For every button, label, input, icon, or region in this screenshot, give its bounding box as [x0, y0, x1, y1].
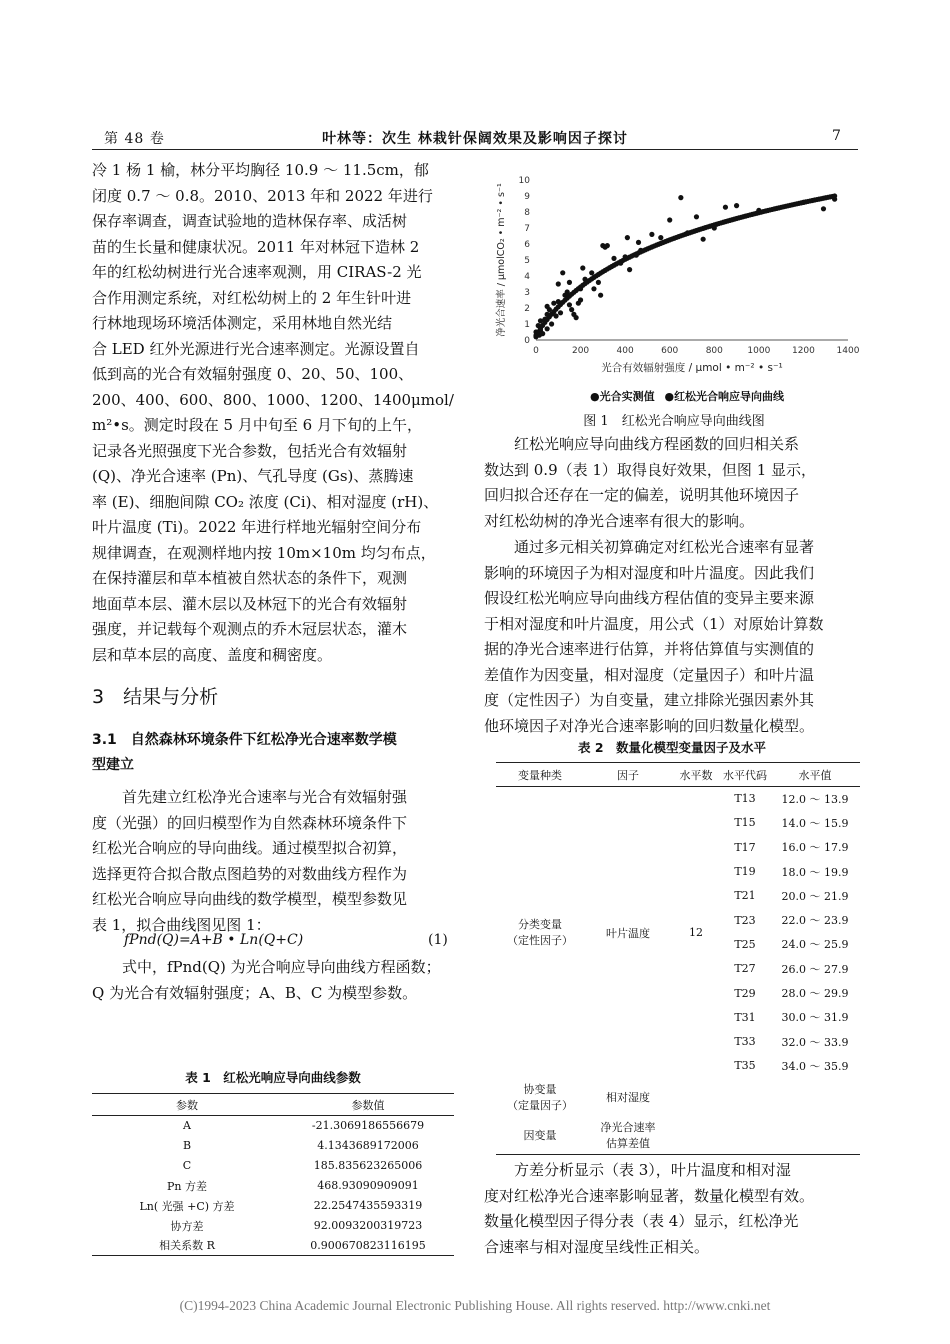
- data-point: [658, 235, 663, 240]
- y-tick-label: 8: [524, 208, 530, 218]
- data-point: [547, 307, 552, 312]
- journal-volume: 第 48 卷: [104, 131, 165, 147]
- data-point: [569, 307, 574, 312]
- data-point: [649, 232, 654, 237]
- x-tick-label: 1400: [836, 346, 860, 356]
- table2-factor-dependent: 净光合速率 估算差值: [600, 1120, 656, 1150]
- data-point: [701, 237, 706, 242]
- table-row: T31 30.0 ～ 31.9: [734, 1010, 849, 1025]
- table2-factor-humidity: 相对湿度: [606, 1091, 650, 1105]
- equation-explanation: 式中，fPnd(Q) 为光合响应导向曲线方程函数； Q 为光合有效辐射强度；A、B、C 为模型参数。: [92, 958, 441, 1002]
- x-tick-label: 200: [571, 346, 590, 356]
- y-tick-label: 9: [524, 192, 530, 202]
- table-row: Ln( 光强 +C) 方差 22.2547435593319: [139, 1199, 423, 1213]
- data-point: [551, 301, 556, 306]
- data-point: [589, 270, 594, 275]
- section-title: 3 结果与分析: [92, 686, 219, 708]
- chart-legend: [590, 388, 784, 404]
- data-point: [591, 286, 596, 291]
- table-row: 协方差 92.0093200319723: [170, 1219, 423, 1233]
- figure1-chart: [484, 168, 864, 408]
- table2-header-value: 水平值: [798, 768, 832, 782]
- data-point: [611, 256, 616, 261]
- legend-measured: 光合实测值: [599, 390, 655, 403]
- table2-type-categorical: 分类变量 （定性因子）: [507, 917, 573, 947]
- subsection-title: 3.1 自然森林环境条件下红松净光合速率数学模 型建立: [92, 732, 397, 773]
- table-row: T23 22.0 ～ 23.9: [734, 913, 849, 928]
- data-point: [723, 205, 728, 210]
- table-row: 相关系数 R 0.900670823116195: [92, 1236, 454, 1256]
- header-rule: [92, 149, 858, 150]
- data-point: [578, 297, 583, 302]
- x-tick-label: 1000: [747, 346, 771, 356]
- table-row: T19 18.0 ～ 19.9: [734, 865, 849, 879]
- table-row: T35 34.0 ～ 35.9: [734, 1059, 849, 1073]
- data-point: [574, 315, 579, 320]
- figure1-caption: 图 1 红松光合响应导向曲线图: [583, 414, 765, 429]
- data-point: [558, 310, 563, 315]
- y-tick-label: 5: [524, 256, 530, 266]
- data-point: [549, 321, 554, 326]
- table2-header-code: 水平代码: [723, 768, 767, 782]
- y-tick-label: 10: [518, 176, 530, 186]
- data-point: [678, 195, 683, 200]
- page-number: 7: [832, 128, 842, 144]
- table2-type-covariate: 协变量 （定量因子）: [507, 1083, 573, 1113]
- model-paragraph: 首先建立红松净光合速率与光合有效辐射强 度（光强）的回归模型作为自然森林环境条件下 红松光合响应的导向曲线。通过模型拟合初算， 选择更符合拟合散点图趋势的对数曲线方程作为 红松光合响应导向曲线的数学模型，模型参数见 表 1，拟合曲线图见图 1：: [92, 788, 408, 934]
- data-point: [560, 270, 565, 275]
- table-row: B 4.1343689172006: [182, 1139, 419, 1152]
- x-tick-label: 600: [661, 346, 679, 356]
- table2-header-factor: 因子: [617, 768, 639, 782]
- y-tick-label: 4: [524, 272, 530, 282]
- data-point: [540, 331, 545, 336]
- data-point: [556, 281, 561, 286]
- legend-dot-curve: ●: [664, 390, 675, 403]
- data-point: [545, 326, 550, 331]
- legend-curve: 红松光合响应导向曲线: [674, 390, 785, 403]
- data-point: [667, 217, 672, 222]
- table-row: [496, 1078, 860, 1118]
- table-row: 分类变量 （定性因子） 叶片温度 12 T13 12.0 ～ 13.9: [496, 787, 860, 811]
- table-row: T27 26.0 ～ 27.9: [734, 962, 849, 976]
- table-row: T15 14.0 ～ 15.9: [734, 816, 849, 830]
- data-point: [694, 214, 699, 219]
- equation-1: fPnd(Q)=A+B • Ln(Q+C): [124, 932, 304, 948]
- data-point: [567, 302, 572, 307]
- table2-header-type: 变量种类: [518, 768, 562, 782]
- fitted-curve-point: [832, 193, 837, 198]
- x-tick-label: 400: [616, 346, 634, 356]
- legend-dot-measured: ●: [590, 390, 600, 403]
- table2: [496, 762, 860, 1155]
- y-tick-label: 6: [524, 240, 530, 250]
- table2-type-dependent: 因变量: [523, 1128, 557, 1142]
- data-point: [538, 318, 543, 323]
- data-point: [627, 267, 632, 272]
- table2-factor-leaf-temp: 叶片温度: [606, 926, 650, 940]
- data-point: [605, 243, 610, 248]
- table-row: C 185.835623265006: [182, 1159, 423, 1172]
- table-row: A -21.3069186556679: [183, 1119, 425, 1133]
- table-row: T29 28.0 ～ 29.9: [734, 986, 849, 1001]
- table2-caption: 表 2 数量化模型变量因子及水平: [577, 740, 767, 755]
- data-point: [567, 280, 572, 285]
- y-axis-label: 净光合速率 / μmolCO₂ • m⁻² • s⁻¹: [496, 183, 507, 337]
- y-tick-label: 2: [524, 304, 530, 314]
- table-row: [496, 1118, 860, 1154]
- data-point: [596, 280, 601, 285]
- data-point: [625, 235, 630, 240]
- fit-discussion-paragraph: 红松光响应导向曲线方程函数的回归相关系 数达到 0.9（表 1）取得良好效果，但图 1 显示， 回归拟合还存在一定的偏差，说明其他环境因子 对红松幼树的净光合速率有很大的影响。: [484, 435, 817, 530]
- data-point: [553, 313, 558, 318]
- copyright-footer: (C)1994-2023 China Academic Journal Electronic Publishing House. All rights reserved. http://www.cnki.net: [179, 1298, 771, 1313]
- table1-header-param: 参数: [176, 1098, 198, 1112]
- table-row: T33 32.0 ～ 33.9: [734, 1035, 849, 1049]
- table-row: T25 24.0 ～ 25.9: [734, 937, 849, 952]
- data-point: [636, 240, 641, 245]
- x-tick-label: 800: [705, 346, 723, 356]
- data-point: [821, 206, 826, 211]
- table1-caption: 表 1 红松光响应导向曲线参数: [185, 1070, 361, 1085]
- x-tick-label: 1200: [791, 346, 815, 356]
- table2-header-levels: 水平数: [679, 768, 713, 782]
- x-axis-label: 光合有效辐射强度 / μmol • m⁻² • s⁻¹: [601, 362, 783, 374]
- table1-header-value: 参数值: [351, 1098, 385, 1112]
- factor-paragraph: 通过多元相关初算确定对红松光合速率有显著 影响的环境因子为相对湿度和叶片温度。因此我们 假设红松光响应导向曲线方程估值的变异主要来源 于相对湿度和叶片温度，用公式（1）对原始计算数 据的净光合速率进行估算，并将估算值与实测值的 差值作为因变量，相对湿度（定量因子）和叶片温 度（定性因子）为自变量，建立排除光强因素外其 他环境因子对净光合速率影响的回归数量化模型。: [484, 538, 824, 735]
- y-tick-label: 3: [524, 288, 530, 298]
- data-point: [580, 265, 585, 270]
- y-tick-label: 0: [524, 336, 530, 346]
- y-tick-label: 1: [524, 320, 530, 330]
- running-title: 叶林等：次生 林栽针保阔效果及影响因子探讨: [322, 131, 628, 147]
- table1: [92, 1093, 454, 1256]
- table-row: T21 20.0 ～ 21.9: [734, 889, 849, 903]
- y-tick-label: 7: [524, 224, 530, 234]
- data-point: [734, 203, 739, 208]
- x-tick-label: 0: [533, 346, 539, 356]
- table-row: Pn 方差 468.93090909091: [167, 1179, 419, 1193]
- anova-paragraph: 方差分析显示（表 3），叶片温度和相对湿 度对红松净光合速率影响显著，数量化模型有效。 数量化模型因子得分表（表 4）显示，红松净光 合速率与相对湿度呈线性正相关。: [484, 1161, 815, 1256]
- equation-number: (1): [428, 932, 448, 948]
- table-row: T17 16.0 ～ 17.9: [734, 840, 849, 855]
- intro-paragraph: 冷 1 杨 1 榆，林分平均胸径 10.9 ～ 11.5cm，郁 闭度 0.7 ～ 0.8。2010、2013 年和 2022 年进行 保存率调查，调查试验地的造林保存率、成活树 苗的生长量和健康状况。2011 年对林冠下造林 2 年的红松幼树进行光合速率观测，用 CIRAS-2 光 合作用测定系统，对红松幼树上的 2 年生针叶进 行林地现场环境活体测定，采用林地自然光结 合 LED 红外光源进行光合速率测定。光源设置自 低到高的光合有效辐射强度 0、20、50、100、 200、400、600、800、1000、1200、1400μmol/ m²•s。测定时段在 5 月中旬至 6 月下旬的上午， 记录各光照强度下光合参数，包括光合有效辐射 (Q)、净光合速率 (Pn)、气孔导度 (Gs)、蒸腾速 率 (E)、细胞间隙 CO₂ 浓度 (Ci)、相对湿度 (rH)、 叶片温度 (Ti)。2022 年进行样地光辐射空间分布 规律调查，在观测样地内按 10m×10m 均匀布点， 在保持灌层和草本植被自然状态的条件下，观测 地面草本层、灌木层以及林冠下的光合有效辐射 强度，并记载每个观测点的乔木冠层状态，灌木 层和草本层的高度、盖度和稠密度。: [92, 161, 454, 664]
- table2-level-count: 12: [689, 926, 703, 940]
- data-point: [598, 293, 603, 298]
